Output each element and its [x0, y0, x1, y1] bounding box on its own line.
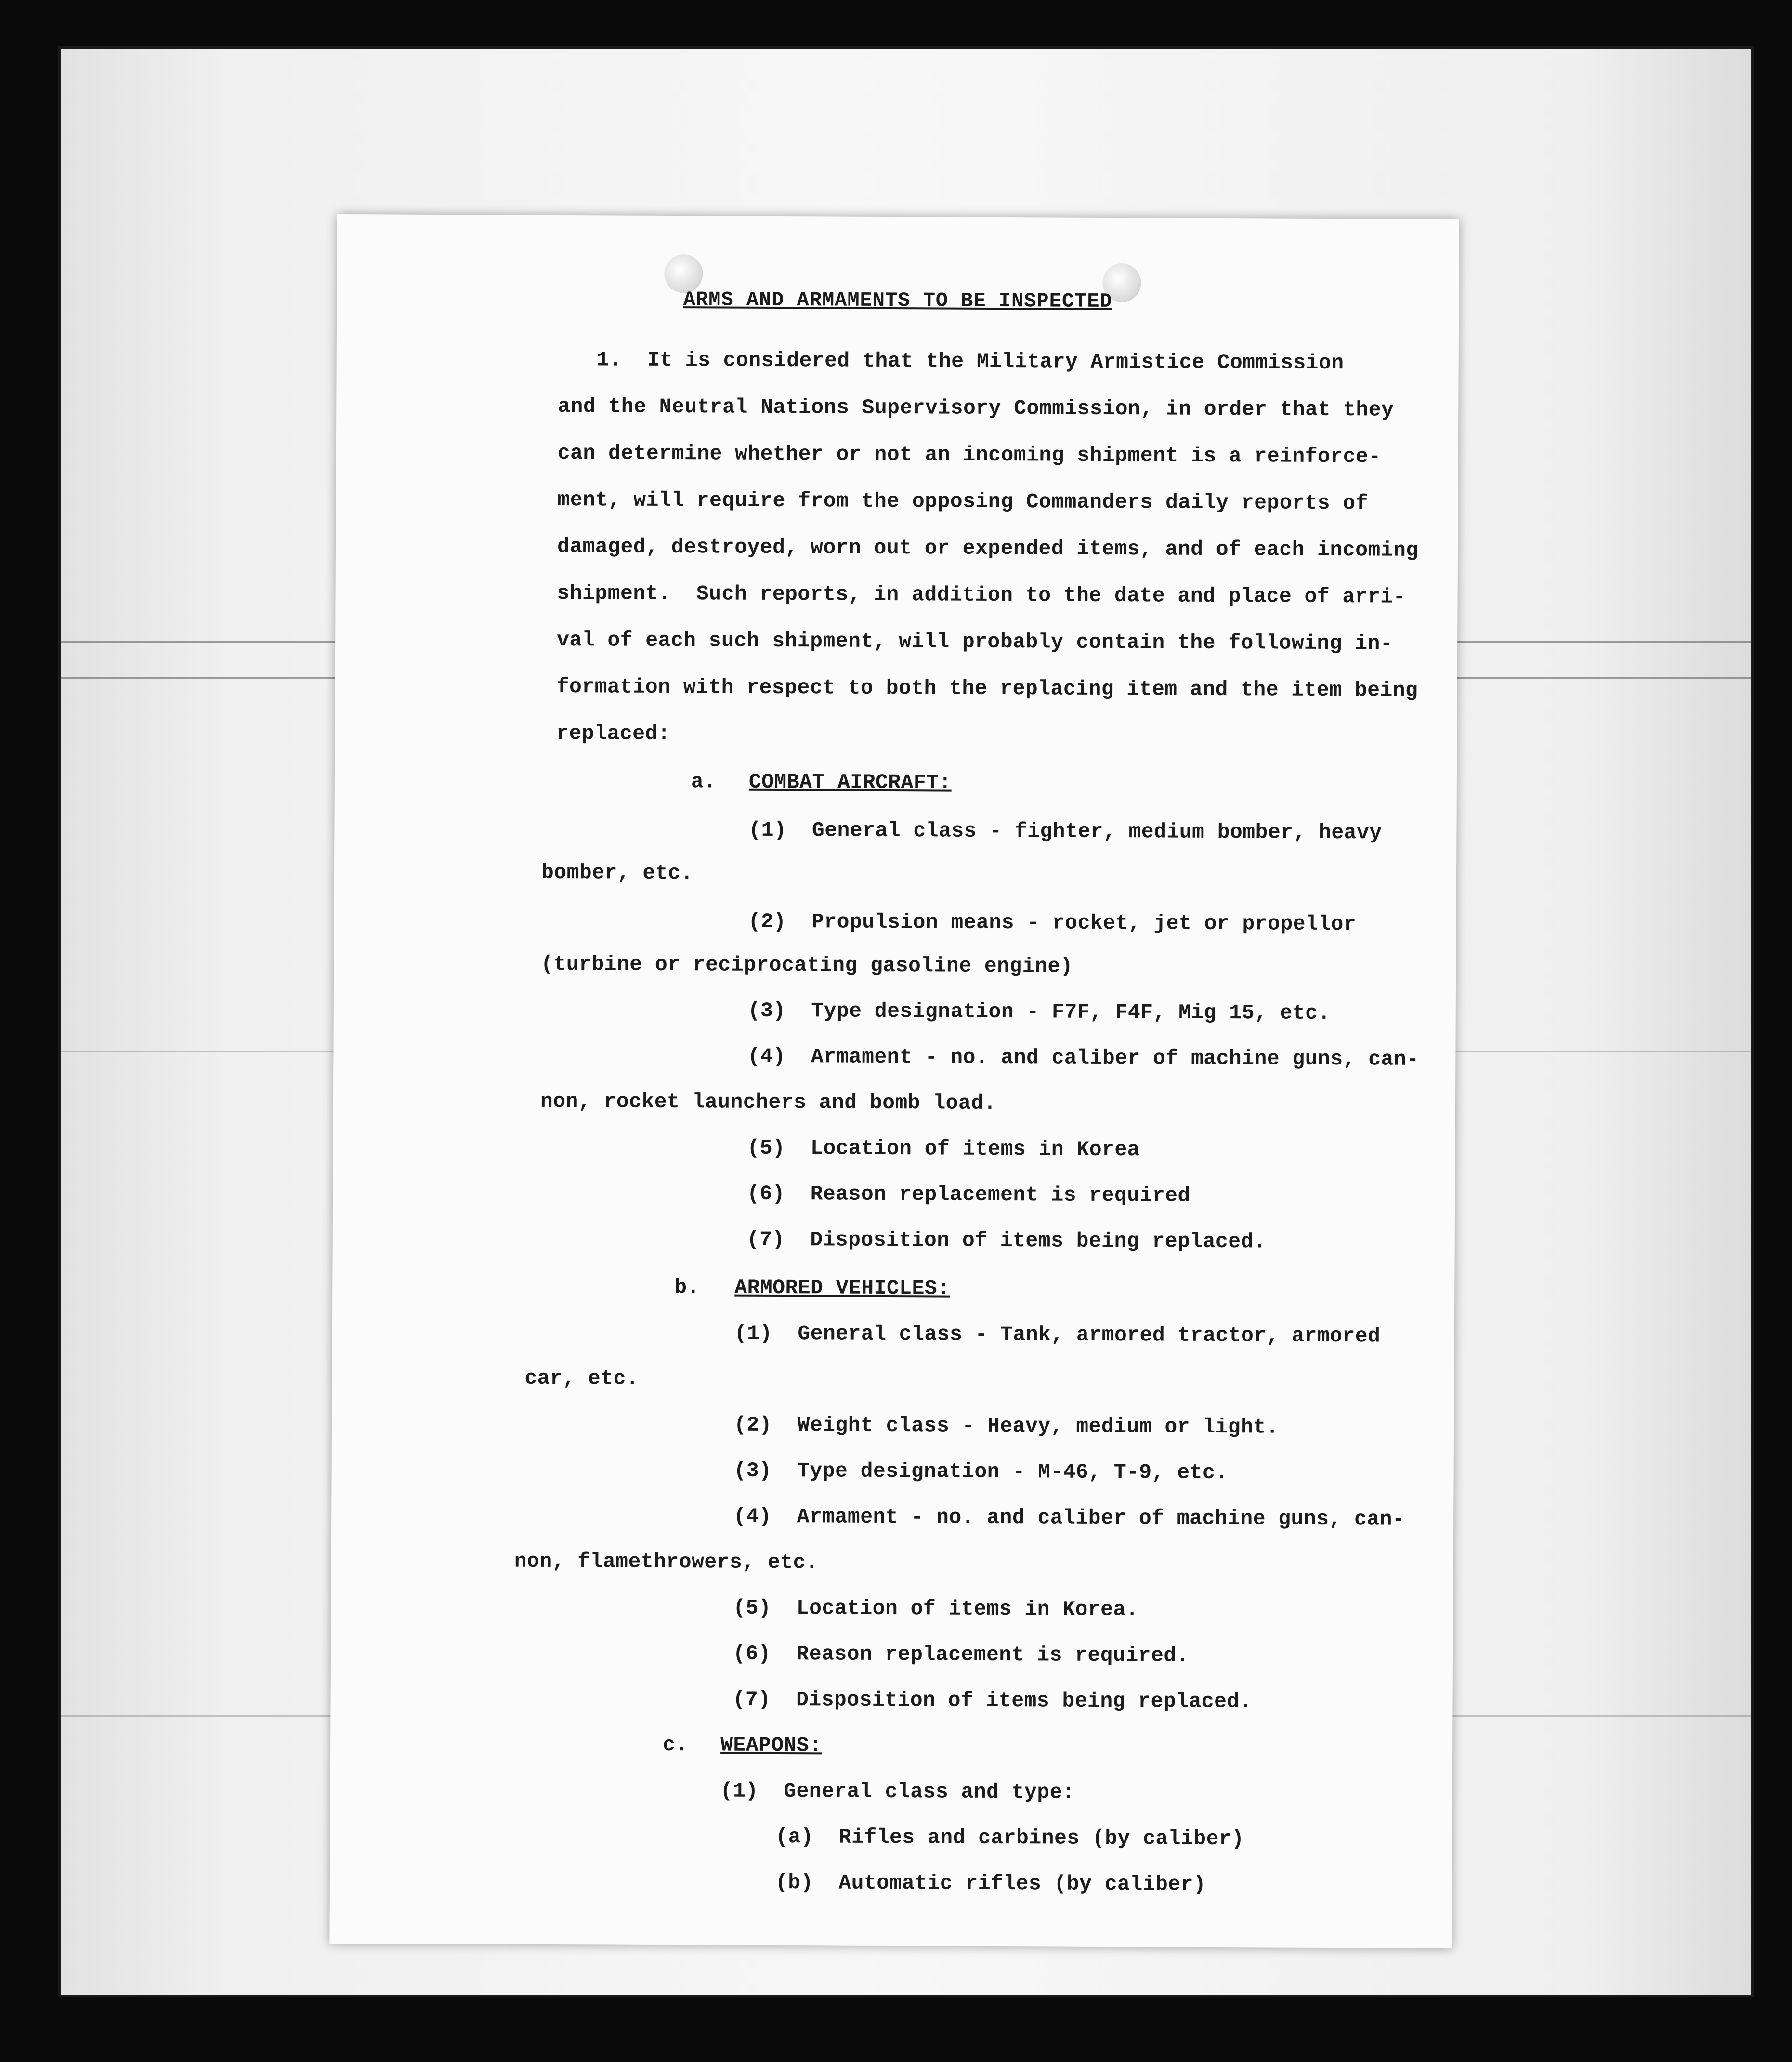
list-line: (4) Armament - no. and caliber of machine guns, can-	[733, 1504, 1405, 1531]
list-line: (5) Location of items in Korea.	[733, 1596, 1139, 1622]
punch-hole	[664, 254, 703, 293]
list-line: (7) Disposition of items being replaced.	[732, 1687, 1253, 1714]
list-line: (1) General class and type:	[720, 1779, 1075, 1804]
paragraph-line: and the Neutral Nations Supervisory Commission, in order that they	[558, 394, 1394, 422]
list-line: (5) Location of items in Korea	[747, 1136, 1140, 1162]
section-letter: b.	[674, 1275, 700, 1300]
paragraph-line: 1. It is considered that the Military Armistice Commission	[596, 348, 1344, 375]
list-line: (3) Type designation - M-46, T-9, etc.	[733, 1458, 1228, 1485]
section-letter: c.	[663, 1733, 688, 1757]
list-line: bomber, etc.	[541, 860, 693, 885]
paragraph-line: can determine whether or not an incoming shipment is a reinforce-	[557, 441, 1381, 469]
list-line: (6) Reason replacement is required.	[732, 1642, 1190, 1668]
list-line: (7) Disposition of items being replaced.	[746, 1227, 1267, 1254]
list-line: (a) Rifles and carbines (by caliber)	[775, 1825, 1244, 1851]
list-line: (6) Reason replacement is required	[747, 1182, 1190, 1208]
list-line: non, rocket launchers and bomb load.	[540, 1089, 997, 1115]
paragraph-line: damaged, destroyed, worn out or expended items, and of each incoming	[557, 535, 1419, 562]
document-page	[329, 214, 1459, 1948]
list-line: (2) Weight class - Heavy, medium or light.	[733, 1413, 1279, 1439]
list-line: non, flamethrowers, etc.	[514, 1549, 819, 1575]
section-letter: a.	[691, 770, 717, 794]
list-line: (2) Propulsion means - rocket, jet or propellor	[748, 909, 1357, 936]
section-heading: WEAPONS:	[720, 1733, 822, 1758]
list-line: (1) General class - fighter, medium bomber, heavy	[748, 818, 1382, 845]
list-line: car, etc.	[524, 1366, 639, 1391]
list-line: (4) Armament - no. and caliber of machine guns, can-	[747, 1044, 1419, 1071]
list-line: (1) General class - Tank, armored tractor, armored	[734, 1321, 1381, 1348]
list-line: (b) Automatic rifles (by caliber)	[775, 1871, 1206, 1896]
section-heading: ARMORED VEHICLES:	[734, 1275, 950, 1300]
paragraph-line: shipment. Such reports, in addition to the date and place of arri-	[557, 581, 1406, 609]
paragraph-line: ment, will require from the opposing Commanders daily reports of	[557, 488, 1368, 515]
paragraph-line: replaced:	[556, 721, 671, 746]
paragraph-line: val of each such shipment, will probably contain the following in-	[557, 628, 1393, 656]
list-line: (turbine or reciprocating gasoline engine)	[541, 952, 1073, 978]
list-line: (3) Type designation - F7F, F4F, Mig 15, etc.	[747, 998, 1331, 1025]
paragraph-line: formation with respect to both the replacing item and the item being	[556, 674, 1418, 702]
document-title: ARMS AND ARMAMENTS TO BE INSPECTED	[683, 288, 1112, 314]
section-heading: COMBAT AIRCRAFT:	[748, 770, 952, 795]
